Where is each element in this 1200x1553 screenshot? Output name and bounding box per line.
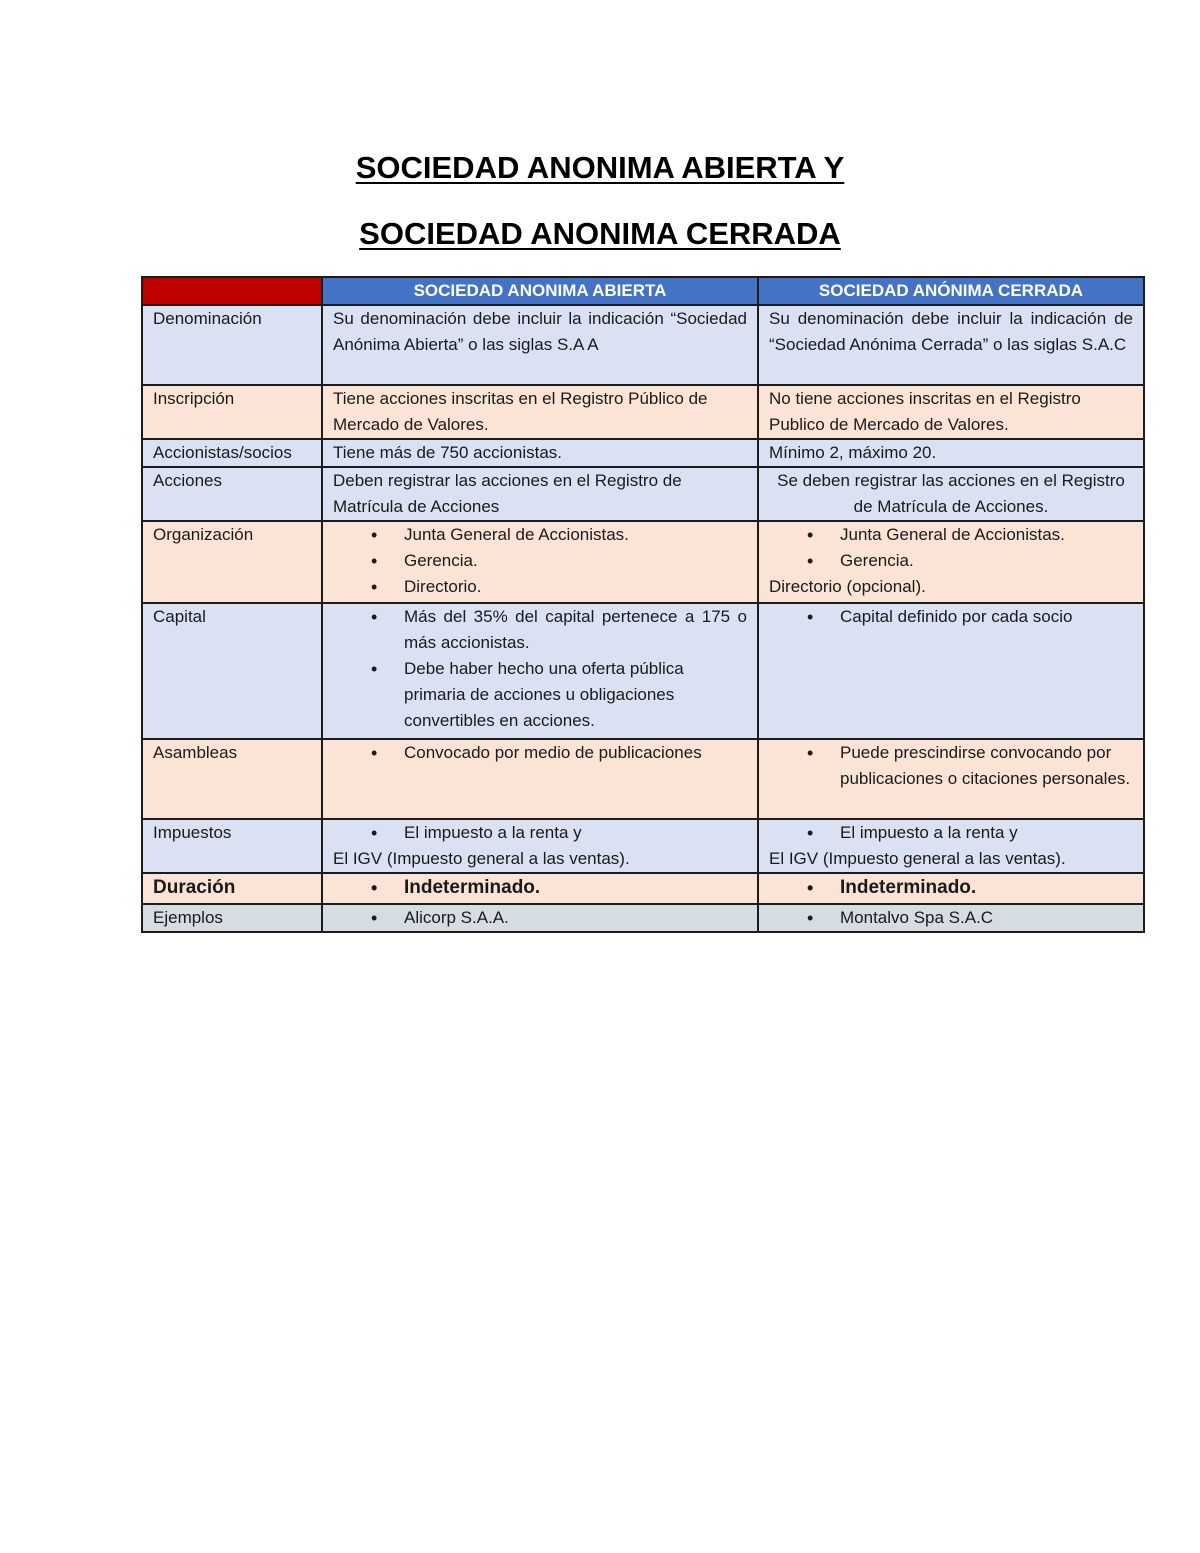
cell-cerrada bbox=[758, 739, 1144, 819]
row-label: Ejemplos bbox=[142, 904, 322, 932]
row-label: Organización bbox=[142, 521, 322, 603]
list-item: • Montalvo Spa S.A.C bbox=[769, 905, 1133, 931]
cell-cerrada bbox=[758, 521, 1144, 603]
list-item: • Junta General de Accionistas. bbox=[769, 522, 1133, 548]
header-corner-cell bbox=[142, 277, 322, 305]
cell-abierta bbox=[322, 603, 758, 739]
table-row-impuestos bbox=[142, 819, 1144, 873]
cell-abierta bbox=[322, 873, 758, 904]
cell-abierta bbox=[322, 521, 758, 603]
table-header-row bbox=[142, 277, 1144, 305]
row-label: Capital bbox=[142, 603, 322, 739]
list-item: • Gerencia. bbox=[769, 548, 1133, 574]
list-item: • Más del 35% del capital pertenece a 175 o más accionistas. bbox=[333, 604, 747, 656]
cell-abierta bbox=[322, 904, 758, 932]
list-item: • Puede prescindirse convocando por publicaciones o citaciones personales. bbox=[769, 740, 1133, 792]
cell-abierta bbox=[322, 819, 758, 873]
cell-abierta bbox=[322, 739, 758, 819]
plain-line: El IGV (Impuesto general a las ventas). bbox=[333, 849, 630, 868]
list-item: • Gerencia. bbox=[333, 548, 747, 574]
cell-abierta: Tiene acciones inscritas en el Registro Público de Mercado de Valores. bbox=[322, 385, 758, 439]
cell-cerrada bbox=[758, 873, 1144, 904]
table-row-accionistas bbox=[142, 439, 1144, 467]
list-item: • Indeterminado. bbox=[333, 874, 747, 902]
cell-cerrada: Mínimo 2, máximo 20. bbox=[758, 439, 1144, 467]
comparison-table bbox=[141, 276, 1145, 933]
list-item: • El impuesto a la renta y bbox=[769, 820, 1133, 846]
document-title-line-2: SOCIEDAD ANONIMA CERRADA bbox=[359, 216, 841, 251]
table-row-inscripcion bbox=[142, 385, 1144, 439]
cell-abierta: Su denominación debe incluir la indicación “Sociedad Anónima Abierta” o las siglas S.A A bbox=[322, 305, 758, 385]
header-sociedad-abierta: SOCIEDAD ANONIMA ABIERTA bbox=[322, 277, 758, 305]
cell-cerrada: Se deben registrar las acciones en el Registro de Matrícula de Acciones. bbox=[758, 467, 1144, 521]
list-item: • El impuesto a la renta y bbox=[333, 820, 747, 846]
table-row-capital bbox=[142, 603, 1144, 739]
table-row-ejemplos bbox=[142, 904, 1144, 932]
list-item: • Junta General de Accionistas. bbox=[333, 522, 747, 548]
table-row-organizacion bbox=[142, 521, 1144, 603]
list-item: • Convocado por medio de publicaciones bbox=[333, 740, 747, 766]
cell-abierta: Deben registrar las acciones en el Registro de Matrícula de Acciones bbox=[322, 467, 758, 521]
list-item: • Directorio. bbox=[333, 574, 747, 600]
cell-abierta: Tiene más de 750 accionistas. bbox=[322, 439, 758, 467]
cell-cerrada bbox=[758, 904, 1144, 932]
row-label: Accionistas/socios bbox=[142, 439, 322, 467]
row-label: Impuestos bbox=[142, 819, 322, 873]
list-item: • Alicorp S.A.A. bbox=[333, 905, 747, 931]
table-row-acciones bbox=[142, 467, 1144, 521]
row-label: Denominación bbox=[142, 305, 322, 385]
table-row-asambleas bbox=[142, 739, 1144, 819]
cell-cerrada: No tiene acciones inscritas en el Registro Publico de Mercado de Valores. bbox=[758, 385, 1144, 439]
cell-cerrada bbox=[758, 819, 1144, 873]
table-row-duracion bbox=[142, 873, 1144, 904]
plain-line: Directorio (opcional). bbox=[769, 577, 926, 596]
row-label: Acciones bbox=[142, 467, 322, 521]
document-title-line-1: SOCIEDAD ANONIMA ABIERTA Y bbox=[355, 150, 845, 185]
list-item: • Indeterminado. bbox=[769, 874, 1133, 902]
row-label: Asambleas bbox=[142, 739, 322, 819]
cell-cerrada bbox=[758, 603, 1144, 739]
list-item: • Debe haber hecho una oferta pública primaria de acciones u obligaciones convertibles en acciones. bbox=[333, 656, 747, 734]
row-label: Inscripción bbox=[142, 385, 322, 439]
list-item: • Capital definido por cada socio bbox=[769, 604, 1133, 630]
header-sociedad-cerrada: SOCIEDAD ANÓNIMA CERRADA bbox=[758, 277, 1144, 305]
table-row-denominacion bbox=[142, 305, 1144, 385]
cell-cerrada: Su denominación debe incluir la indicación de “Sociedad Anónima Cerrada” o las siglas S.A.C bbox=[758, 305, 1144, 385]
plain-line: El IGV (Impuesto general a las ventas). bbox=[769, 849, 1066, 868]
row-label: Duración bbox=[142, 873, 322, 904]
